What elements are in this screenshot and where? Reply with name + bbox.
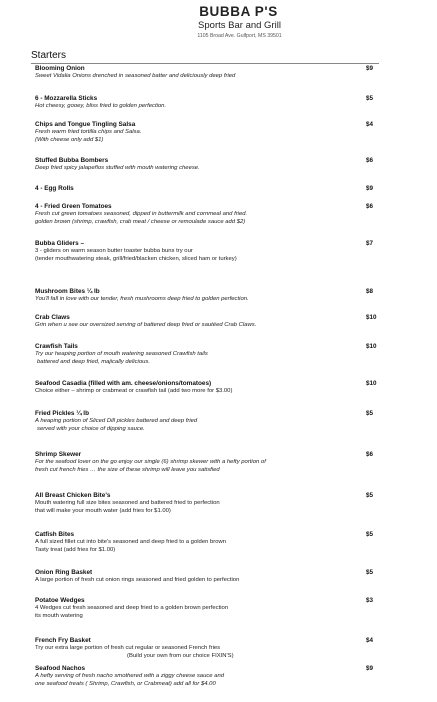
menu-item-price: $10 <box>366 343 377 350</box>
menu-item-price: $10 <box>366 314 377 321</box>
section-title: Starters <box>31 50 67 61</box>
menu-item-description: A full sized fillet cut into bite's seasoned and deep fried to a golden brown <box>35 539 227 545</box>
menu-item <box>35 65 380 81</box>
menu-item-name: Seafood Casadia (filled with am. cheese/onions/tomatoes) <box>35 380 212 387</box>
menu-item-price: $6 <box>366 451 374 458</box>
menu-item-price: $9 <box>366 185 374 192</box>
menu-item-name: Crab Claws <box>35 314 70 321</box>
menu-item-name: Crawfish Tails <box>35 343 78 350</box>
menu-header <box>0 4 437 39</box>
menu-item-name: Fried Pickles ¼ lb <box>35 410 89 417</box>
menu-item-description: Hot cheesy, gooey, bliss fried to golden perfection. <box>35 103 167 109</box>
menu-item-price: $5 <box>366 569 374 576</box>
menu-item <box>35 95 380 111</box>
menu-item-description: battered and deep fried, majically delicious. <box>37 358 150 365</box>
menu-item-price: $5 <box>366 95 374 102</box>
menu-item-description: 3 - gliders on warm season butter toaster bubba buns try our <box>35 248 193 254</box>
section-divider <box>31 63 379 64</box>
menu-item-description: Fresh warm fried tortilla chips and Salsa. <box>35 129 142 135</box>
menu-item <box>35 157 380 173</box>
menu-item <box>35 240 380 263</box>
menu-item-price: $3 <box>366 597 374 604</box>
menu-item-description: Deep fried spicy jalapeños stuffed with mouth watering cheese. <box>35 165 200 171</box>
menu-item <box>35 665 380 688</box>
menu-item <box>35 637 380 660</box>
menu-item <box>35 569 380 585</box>
menu-item-description: Try our heaping portion of mouth watering seasoned Crawfish tails <box>35 351 208 357</box>
restaurant-address: 1105 Broad Ave. Gulfport, MS 39501 <box>197 33 282 39</box>
menu-item <box>35 380 380 396</box>
menu-item-description: (tender mouthwatering steak, grill/fried/blacken chicken, sliced ham or turkey) <box>35 255 237 262</box>
menu-item-price: $5 <box>366 492 374 499</box>
menu-item-price: $9 <box>366 65 374 72</box>
menu-item-description: served with your choice of dipping sauce. <box>37 425 145 432</box>
menu-item-name: Blooming Onion <box>35 65 85 72</box>
menu-item-name: Chips and Tongue Tingling Salsa <box>35 121 136 128</box>
menu-item <box>35 597 380 620</box>
menu-item-description: one seafood treats ( Shrimp, Crawfish, or Crabmeat) add all for $4.00 <box>35 680 216 687</box>
menu-item-price: $5 <box>366 531 374 538</box>
menu-item-price: $6 <box>366 157 374 164</box>
restaurant-name: BUBBA P'S <box>199 4 278 19</box>
menu-item-description: its mouth watering <box>35 612 83 619</box>
menu-item <box>35 410 380 433</box>
menu-item-name: Shrimp Skewer <box>35 451 82 458</box>
menu-item-description: golden brown (shrimp, crawfish, crab meat / cheese or remoulade sauce add $2) <box>35 218 246 225</box>
menu-item-description: For the seafood lover on the go enjoy our single (6) shrimp skewer with a hefty portion of <box>35 459 266 465</box>
menu-item-name: 4 - Fried Green Tomatoes <box>35 203 112 210</box>
menu-item-description: (Build your own from our choice FIXIN'S) <box>127 652 234 659</box>
menu-item <box>35 492 380 515</box>
menu-item-description: Grin when u see our oversized serving of battered deep fried or sautéed Crab Claws. <box>35 322 257 328</box>
menu-item <box>35 203 380 226</box>
menu-item <box>35 288 380 304</box>
menu-item-name: Stuffed Bubba Bombers <box>35 157 109 164</box>
menu-item-name: Potatoe Wedges <box>35 597 85 604</box>
menu-item-description: (With cheese only add $1) <box>35 136 104 143</box>
menu-item-name: Bubba Gliders – <box>35 240 85 247</box>
menu-item-name: 4 - Egg Rolls <box>35 185 74 192</box>
menu-item-description: Sweet Vidalia Onions drenched in seasoned batter and deliciously deep fried <box>35 73 236 79</box>
menu-item-description: You'll fall in love with our tender, fresh mushrooms deep fried to golden perfection. <box>35 296 249 302</box>
menu-item-name: Seafood Nachos <box>35 665 86 672</box>
menu-item-name: Onion Ring Basket <box>35 569 93 576</box>
menu-item <box>35 314 380 330</box>
menu-item-price: $7 <box>366 240 374 247</box>
menu-item-description: A hefty serving of fresh nacho smothered with a ziggy cheese sauce and <box>35 673 225 679</box>
menu-item-price: $6 <box>366 203 374 210</box>
menu-item-description: A large portion of fresh cut onion rings seasoned and fried golden to perfection <box>35 577 240 583</box>
menu-item-description: Mouth watering full size bites seasoned and battered fried to perfection <box>35 500 220 506</box>
menu-item-description: Try our extra large portion of fresh cut regular or seasoned French fries <box>35 645 221 651</box>
menu-item <box>35 531 380 554</box>
menu-item-price: $4 <box>366 121 374 128</box>
menu-item-price: $10 <box>366 380 377 387</box>
menu-item-description: 4 Wedges cut fresh seasoned and deep fried to a golden brown perfection <box>35 605 229 611</box>
menu-item-name: Catfish Bites <box>35 531 75 538</box>
menu-item-price: $9 <box>366 665 374 672</box>
menu-item-description: Choice either – shrimp or crabmeat or crawfish tail (add two more for $3.00) <box>35 388 233 394</box>
menu-item <box>35 451 380 474</box>
menu-item-description: that will make your mouth water (add fries for $1.00) <box>35 507 171 514</box>
menu-item-name: French Fry Basket <box>35 637 91 644</box>
menu-item-price: $5 <box>366 410 374 417</box>
menu-item <box>35 121 380 144</box>
menu-item <box>35 185 380 193</box>
menu-item <box>35 343 380 366</box>
menu-item-description: A heaping portion of Sliced Dill pickles battered and deep fried <box>35 418 198 424</box>
menu-item-price: $4 <box>366 637 374 644</box>
menu-item-description: Tasty treat (add fries for $1.00) <box>35 546 116 553</box>
menu-item-name: Mushroom Bites ¼ lb <box>35 288 100 295</box>
restaurant-subtitle: Sports Bar and Grill <box>198 20 281 31</box>
menu-item-name: All Breast Chicken Bite's <box>35 492 111 499</box>
menu-item-description: fresh cut french fries … the size of these shrimp will leave you satisfied <box>35 466 220 473</box>
menu-item-name: 6 - Mozzarella Sticks <box>35 95 98 102</box>
menu-item-price: $8 <box>366 288 374 295</box>
menu-item-description: Fresh cut green tomatoes seasoned, dipped in buttermilk and cornmeal and fried. <box>35 211 248 217</box>
